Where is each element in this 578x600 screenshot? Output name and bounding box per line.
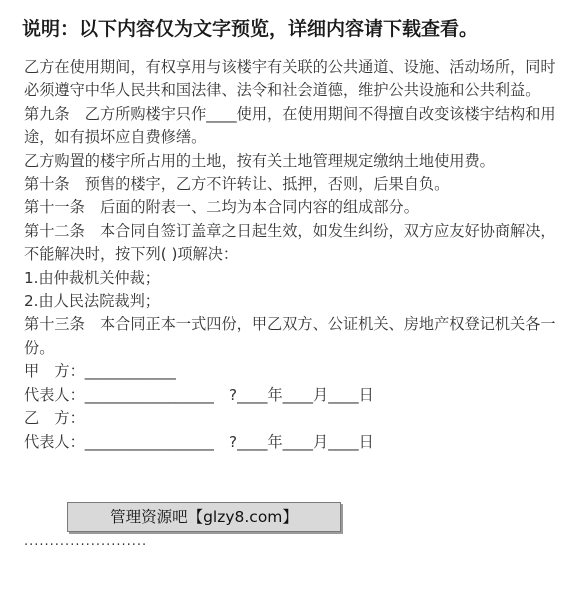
article-9: 第九条 乙方所购楼宇只作____使用，在使用期间不得擅自改变该楼宇结构和用途，如有损坏应自费修缮。 (24, 104, 556, 147)
option-court: 2.由人民法院裁判； (24, 292, 160, 311)
party-a-representative-line: 代表人：_________________ ?____年____月____日 (24, 385, 374, 404)
article-13: 第十三条 本合同正本一式四份，甲乙双方、公证机关、房地产权登记机关各一份。 (24, 315, 556, 357)
article-11: 第十一条 后面的附表一、二均为本合同内容的组成部分。 (24, 198, 419, 217)
paragraph-usage-rights: 乙方在使用期间，有权享用与该楼宇有关联的公共通道、设施、活动场所，同时必须遵守中华人民共和国法律、法令和社会道德，维护公共设施和公共利益。 (24, 58, 556, 100)
paragraph-land-fee: 乙方购置的楼宇所占用的土地，按有关土地管理规定缴纳土地使用费。 (24, 151, 495, 170)
truncation-ellipsis: ........................ (24, 534, 148, 549)
article-10: 第十条 预售的楼宇，乙方不许转让、抵押，否则，后果自负。 (24, 175, 450, 194)
article-12: 第十二条 本合同自签订盖章之日起生效，如发生纠纷，双方应友好协商解决，不能解决时，按下列( )项解决： (24, 221, 556, 264)
party-b-line: 乙 方： (24, 409, 85, 428)
option-arbitration: 1.由仲裁机关仲裁； (24, 268, 160, 287)
document-body (24, 56, 556, 454)
party-b-representative-line: 代表人：_________________ ?____年____月____日 (24, 432, 374, 451)
watermark-badge: 管理资源吧【glzy8.com】 (67, 502, 341, 532)
preview-notice: 说明：以下内容仅为文字预览，详细内容请下载查看。 (22, 18, 479, 40)
party-a-line: 甲 方：____________ (24, 362, 176, 381)
